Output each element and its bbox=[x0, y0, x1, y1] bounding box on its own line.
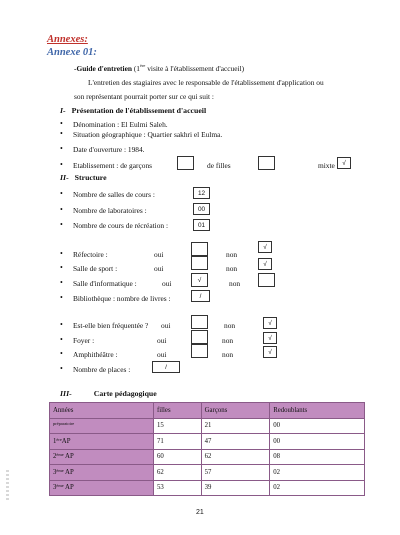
labos-item: • Nombre de laboratoires : bbox=[73, 206, 147, 215]
header-annees: Années bbox=[50, 403, 154, 419]
annee-cell: 3ème AP bbox=[50, 465, 154, 481]
amphi-non-box[interactable]: √ bbox=[263, 346, 277, 358]
guide-title: -Guide d'entretien bbox=[74, 64, 132, 73]
redoublants-cell: 00 bbox=[270, 418, 365, 434]
box-mixte[interactable]: √ bbox=[337, 157, 351, 169]
garcons-cell: 62 bbox=[201, 449, 270, 465]
frequentee-oui-label: oui bbox=[161, 321, 171, 330]
refectoire-oui-box[interactable] bbox=[191, 242, 208, 256]
annee-cell: 3ème AP bbox=[50, 480, 154, 496]
sport-non-label: non bbox=[226, 264, 238, 273]
garcons-cell: 57 bbox=[201, 465, 270, 481]
foyer-oui-label: oui bbox=[157, 336, 167, 345]
margin-marks bbox=[6, 470, 9, 502]
annee-cell: préparatoire bbox=[50, 418, 154, 434]
garcons-cell: 39 bbox=[201, 480, 270, 496]
box-garcons[interactable] bbox=[177, 156, 194, 170]
bibliotheque-item: • Bibliothèque : nombre de livres : bbox=[73, 294, 171, 303]
section-2-title: Structure bbox=[74, 173, 107, 182]
foyer-item: • Foyer : bbox=[73, 336, 94, 345]
frequentee-non-box[interactable]: √ bbox=[263, 317, 277, 329]
table-row bbox=[50, 449, 365, 465]
amphi-item: • Amphithéâtre : bbox=[73, 350, 118, 359]
redoublants-cell: 00 bbox=[270, 434, 365, 450]
annexes-heading: Annexes: bbox=[47, 34, 88, 45]
salles-item: • Nombre de salles de cours : bbox=[73, 190, 155, 199]
section-1-title: Présentation de l'établissement d'accueil bbox=[71, 106, 207, 115]
guide-visit-suffix: visite à l'établissement d'accueil) bbox=[145, 64, 245, 73]
table-row bbox=[50, 418, 365, 434]
sport-item: • Salle de sport : bbox=[73, 264, 117, 273]
header-garcons: Garçons bbox=[201, 403, 270, 419]
redoublants-cell: 02 bbox=[270, 480, 365, 496]
informatique-oui-label: oui bbox=[162, 279, 172, 288]
salles-box[interactable]: 12 bbox=[193, 187, 210, 199]
section-2-heading bbox=[60, 173, 107, 182]
redoublants-cell: 08 bbox=[270, 449, 365, 465]
header-filles: filles bbox=[154, 403, 202, 419]
filles-label: de filles bbox=[207, 161, 231, 170]
filles-cell: 71 bbox=[154, 434, 202, 450]
filles-cell: 62 bbox=[154, 465, 202, 481]
table-row bbox=[50, 434, 365, 450]
section-2-numeral: II- bbox=[60, 173, 69, 182]
cours-item: • Nombre de cours de récréation : bbox=[73, 221, 168, 230]
date-item: • Date d'ouverture : 1984. bbox=[73, 145, 145, 154]
redoublants-cell: 02 bbox=[270, 465, 365, 481]
table-row bbox=[50, 480, 365, 496]
section-3-heading bbox=[60, 389, 157, 398]
amphi-oui-box[interactable] bbox=[191, 344, 208, 358]
amphi-non-label: non bbox=[222, 350, 234, 359]
refectoire-non-label: non bbox=[226, 250, 238, 259]
frequentee-non-label: non bbox=[224, 321, 236, 330]
section-3-title: Carte pédagogique bbox=[93, 389, 157, 398]
sport-non-box[interactable]: √ bbox=[258, 258, 272, 270]
foyer-non-label: non bbox=[222, 336, 234, 345]
filles-cell: 60 bbox=[154, 449, 202, 465]
situation-item: • Situation géographique : Quartier sakhri el Eulma. bbox=[73, 130, 222, 139]
guide-title-line bbox=[74, 64, 244, 73]
annee-cell: 2ème AP bbox=[50, 449, 154, 465]
frequentee-oui-box[interactable] bbox=[191, 315, 208, 329]
informatique-item: • Salle d'informatique : bbox=[73, 279, 137, 288]
guide-line-2: son représentant pourrait porter sur ce qui suit : bbox=[74, 92, 214, 101]
table-header-row bbox=[50, 403, 365, 419]
bibliotheque-box[interactable]: / bbox=[191, 290, 210, 302]
etablissement-item: • Etablissement : de garçons bbox=[73, 161, 152, 170]
amphi-oui-label: oui bbox=[157, 350, 167, 359]
refectoire-non-box[interactable]: √ bbox=[258, 241, 272, 253]
section-1-numeral: I- bbox=[60, 106, 66, 115]
informatique-non-box[interactable] bbox=[258, 273, 275, 287]
places-item: • Nombre de places : bbox=[73, 365, 130, 374]
annexe-01-heading: Annexe 01: bbox=[47, 47, 97, 58]
foyer-non-box[interactable]: √ bbox=[263, 332, 277, 344]
header-redoublants: Redoublants bbox=[270, 403, 365, 419]
frequentee-item: • Est-elle bien fréquentée ? bbox=[73, 321, 148, 330]
sport-oui-label: oui bbox=[154, 264, 164, 273]
mixte-label: mixte bbox=[318, 161, 335, 170]
foyer-oui-box[interactable] bbox=[191, 330, 208, 344]
cours-box[interactable]: 01 bbox=[193, 219, 210, 231]
section-3-numeral: III- bbox=[60, 389, 72, 398]
sport-oui-box[interactable] bbox=[191, 256, 208, 270]
refectoire-item: • Réfectoire : bbox=[73, 250, 108, 259]
section-1-heading bbox=[60, 106, 206, 115]
annee-cell: 1èreAP bbox=[50, 434, 154, 450]
refectoire-oui-label: oui bbox=[154, 250, 164, 259]
carte-pedagogique-table bbox=[49, 402, 365, 496]
guide-visit-sup: ère bbox=[140, 63, 146, 68]
filles-cell: 15 bbox=[154, 418, 202, 434]
box-filles[interactable] bbox=[258, 156, 275, 170]
labos-box[interactable]: 00 bbox=[193, 203, 210, 215]
garcons-cell: 21 bbox=[201, 418, 270, 434]
informatique-oui-box[interactable]: √ bbox=[191, 273, 208, 287]
guide-line-1: L'entretien des stagiaires avec le responsable de l'établissement d'application ou bbox=[88, 78, 324, 87]
guide-visit-prefix: (1 bbox=[133, 64, 140, 73]
page-number: 21 bbox=[196, 509, 204, 516]
places-box[interactable]: / bbox=[152, 361, 180, 373]
table-row bbox=[50, 465, 365, 481]
denomination-item: • Dénomination : El Eulmi Saleh. bbox=[73, 120, 168, 129]
garcons-cell: 47 bbox=[201, 434, 270, 450]
informatique-non-label: non bbox=[229, 279, 241, 288]
filles-cell: 53 bbox=[154, 480, 202, 496]
